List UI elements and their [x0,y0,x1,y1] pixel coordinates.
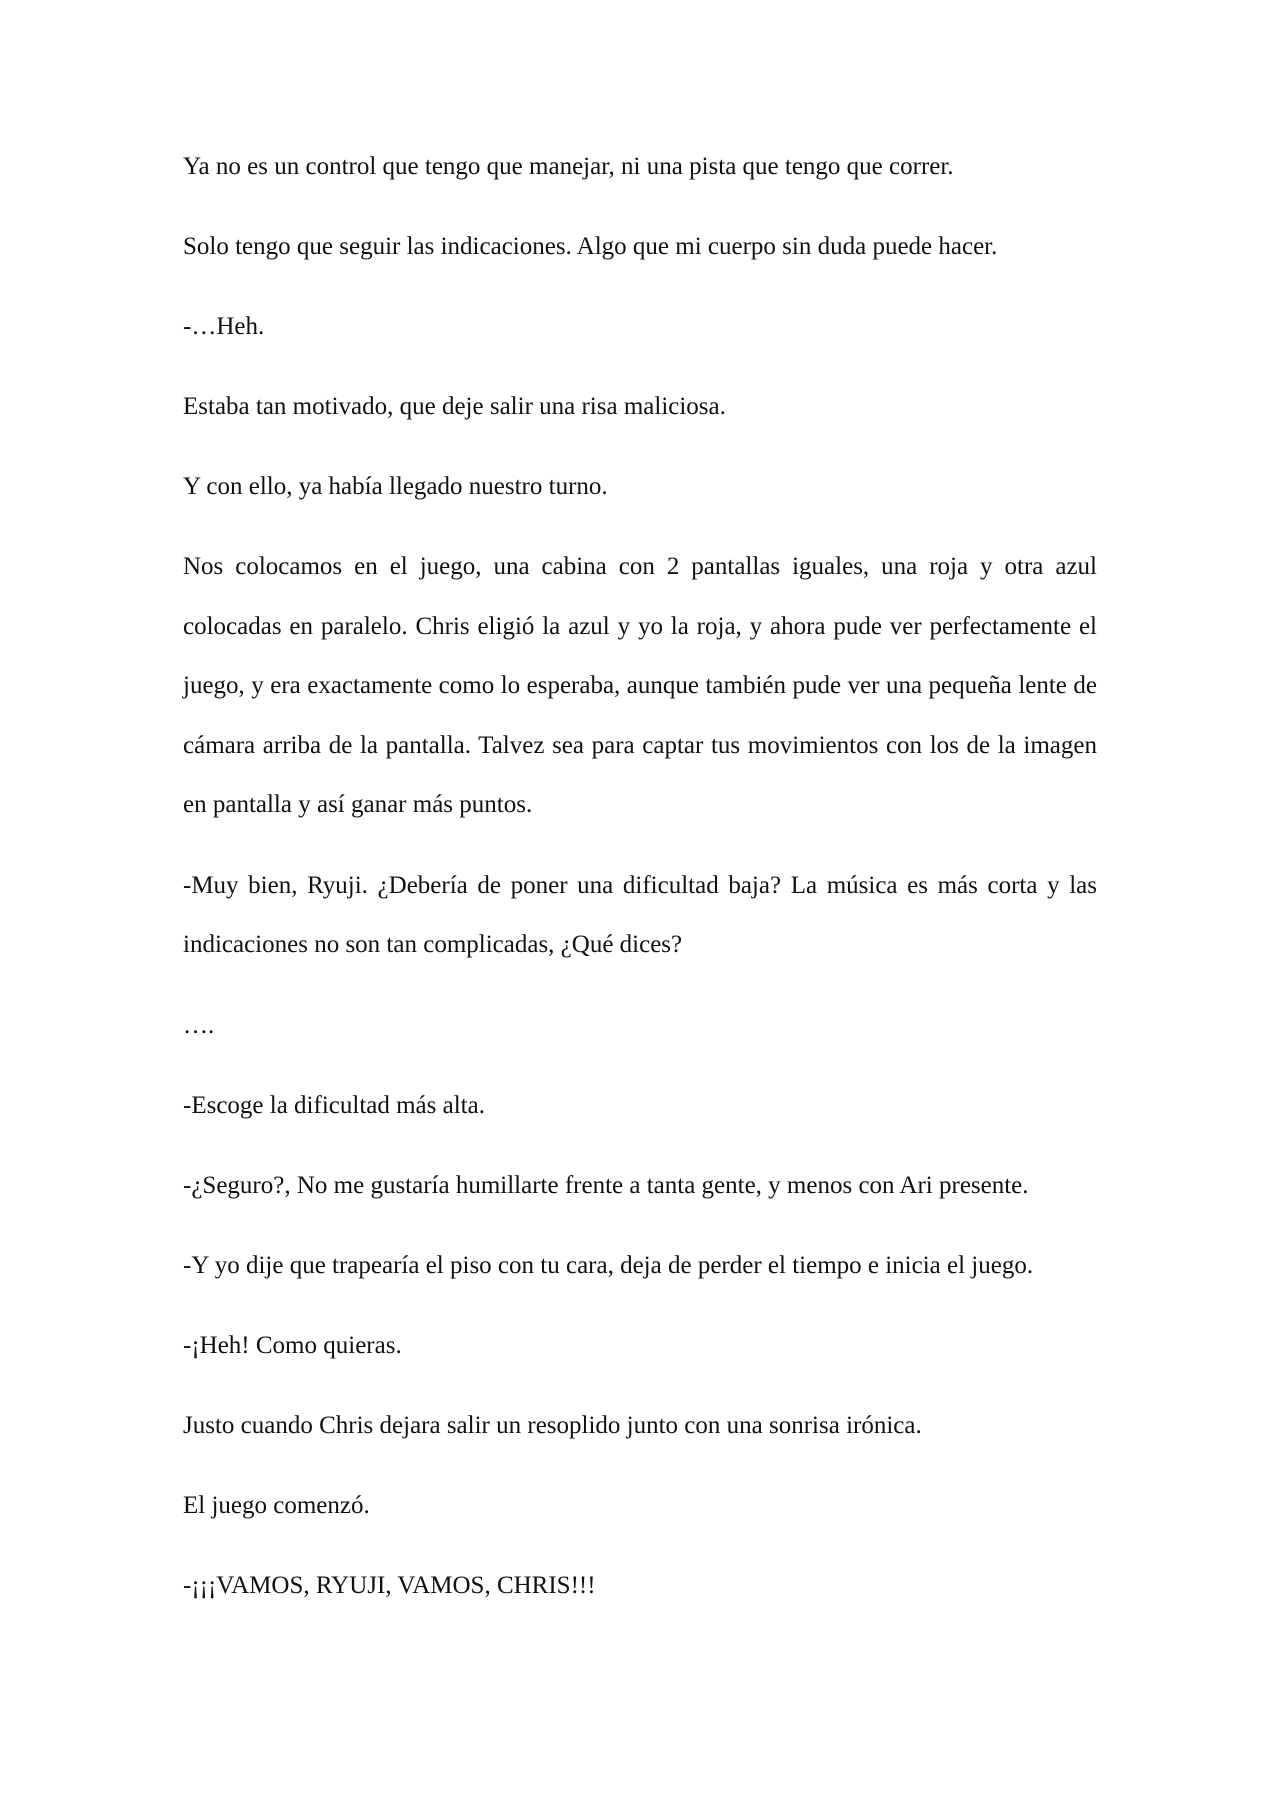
paragraph: -¡¡¡VAMOS, RYUJI, VAMOS, CHRIS!!! [183,1571,596,1599]
paragraph: …. [183,1011,215,1039]
paragraph: Ya no es un control que tengo que manejar, ni una pista que tengo que correr. [183,153,954,180]
paragraph: -¡Heh! Como quieras. [183,1331,402,1359]
paragraph: -Escoge la dificultad más alta. [183,1091,485,1119]
paragraph: Estaba tan motivado, que deje salir una risa maliciosa. [183,393,726,420]
paragraph: -…Heh. [183,313,265,340]
paragraph: El juego comenzó. [183,1491,370,1519]
paragraph: -Y yo dije que trapearía el piso con tu cara, deja de perder el tiempo e inicia el juego. [183,1251,1034,1279]
paragraph: Y con ello, ya había llegado nuestro turno. [183,473,608,500]
paragraph: Solo tengo que seguir las indicaciones. Algo que mi cuerpo sin duda puede hacer. [183,233,998,260]
paragraph: -Muy bien, Ryuji. ¿Debería de poner una dificultad baja? La música es más corta y las indicaciones no son tan complicadas, ¿Qué dices? [183,871,1097,958]
paragraph: Nos colocamos en el juego, una cabina con 2 pantallas iguales, una roja y otra azul colocadas en paralelo. Chris eligió la azul y yo la roja, y ahora pude ver perfectamente el juego, y era exactamente como lo esperaba, aunque también pude ver una pequeña lente de cámara arriba de la pantalla. Talvez sea para captar tus movimientos con los de la imagen en pantalla y así ganar más puntos. [183,553,1097,818]
paragraph: Justo cuando Chris dejara salir un resoplido junto con una sonrisa irónica. [183,1411,922,1439]
document-body [183,152,1097,1651]
paragraph: -¿Seguro?, No me gustaría humillarte frente a tanta gente, y menos con Ari presente. [183,1171,1029,1199]
